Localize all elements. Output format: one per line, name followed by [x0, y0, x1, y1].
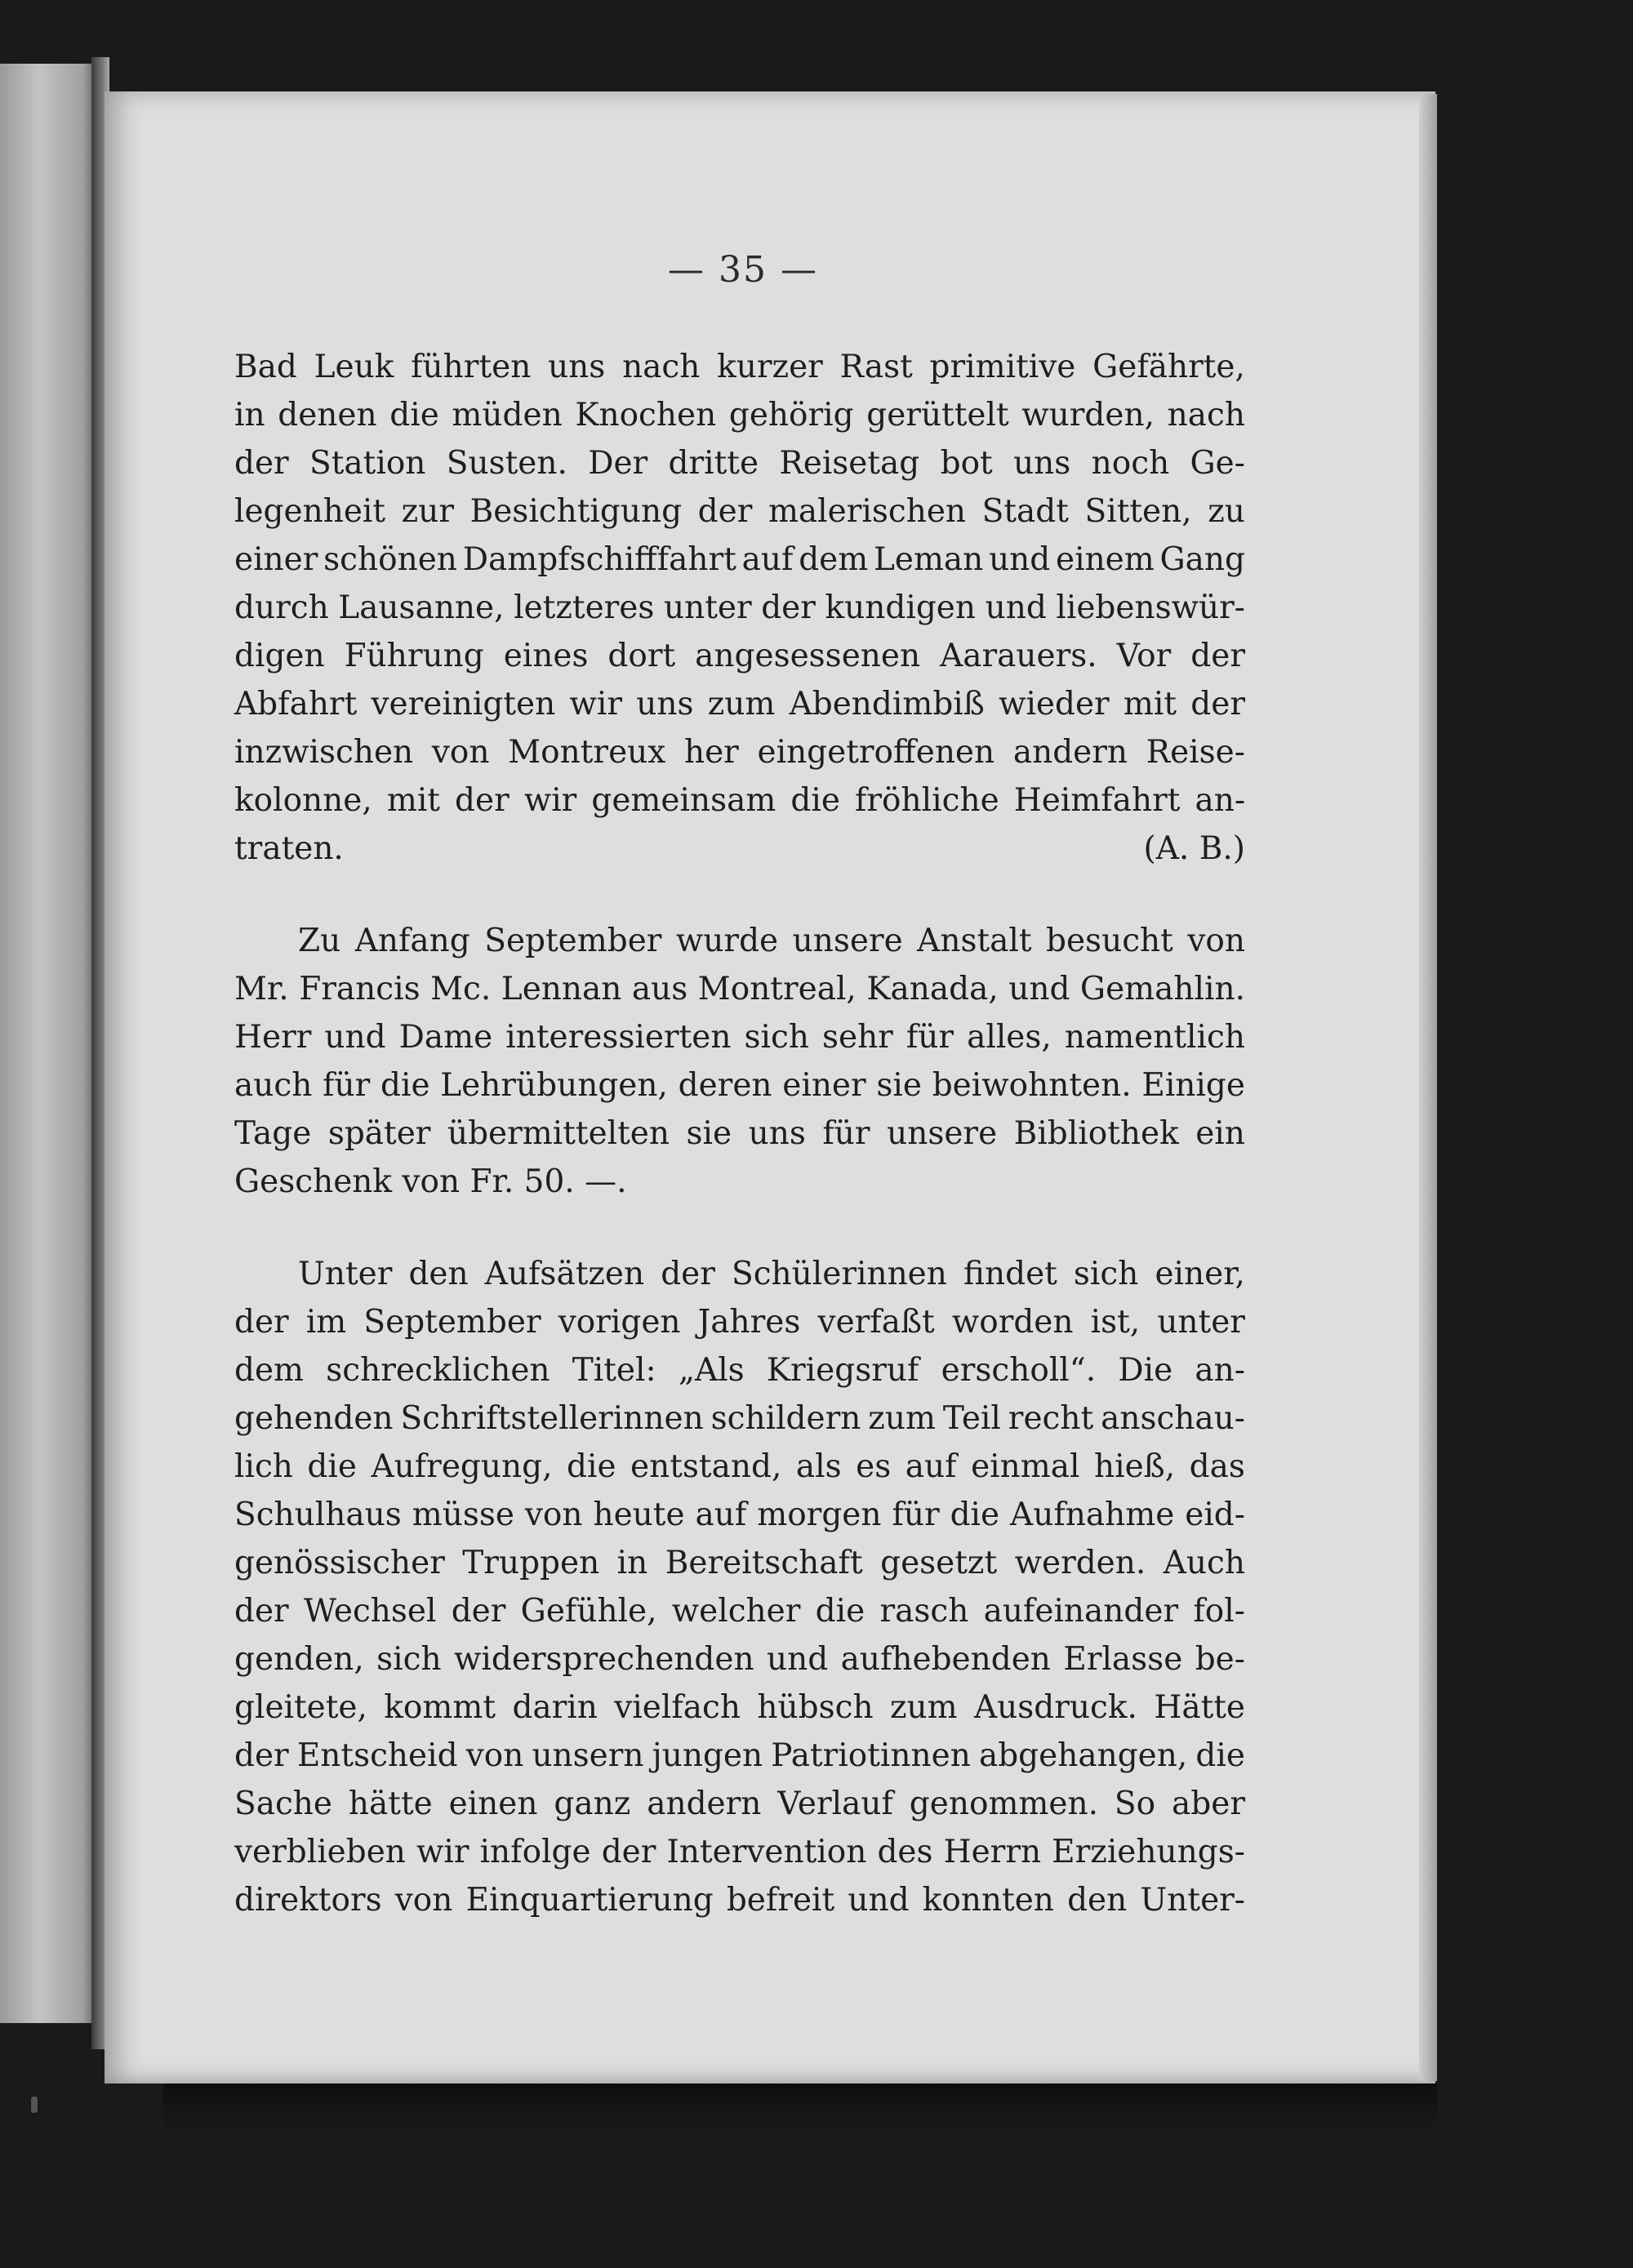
word: uns	[748, 1115, 806, 1152]
word: auf	[741, 541, 794, 578]
word: Heimfahrt	[1013, 782, 1181, 819]
word: zum	[707, 686, 776, 723]
word: auf	[905, 1448, 957, 1485]
body-text	[234, 343, 1245, 1924]
word: die	[950, 1496, 1000, 1533]
text-line	[234, 632, 1245, 680]
word: Lennan	[501, 971, 622, 1007]
word: einmal	[971, 1448, 1080, 1485]
word: an-	[1195, 1352, 1245, 1389]
text-line	[234, 776, 1245, 825]
text-line	[234, 1732, 1245, 1780]
word: die	[567, 1448, 616, 1485]
word: vielfach	[614, 1689, 741, 1726]
word: Abendimbiß	[789, 686, 985, 723]
last-line-text: traten.	[234, 830, 344, 867]
word: durch	[234, 589, 329, 626]
word: sie	[686, 1115, 732, 1152]
word: als	[795, 1448, 842, 1485]
word: Lehrübungen,	[440, 1067, 668, 1104]
word: Erziehungs-	[1052, 1834, 1245, 1870]
word: uns	[548, 349, 606, 385]
text-line	[234, 536, 1245, 584]
word: Anfang	[354, 923, 470, 959]
word: wir	[416, 1834, 469, 1870]
word: dritte	[668, 445, 759, 482]
word: für	[323, 1067, 371, 1104]
text-line	[234, 1110, 1245, 1158]
word: entstand,	[630, 1448, 782, 1485]
word: sie	[876, 1067, 922, 1104]
word: Besichtigung	[469, 493, 683, 530]
word: Leuk	[314, 349, 394, 385]
word: die	[790, 782, 840, 819]
word: Entscheid	[296, 1737, 458, 1774]
word: lich	[234, 1448, 293, 1485]
word: angesessenen	[695, 638, 921, 674]
word: uns	[636, 686, 694, 723]
page-edge-shadow	[1419, 94, 1437, 2081]
text-line	[234, 1394, 1245, 1443]
text-line	[234, 1298, 1245, 1346]
word: Tage	[234, 1115, 312, 1152]
word: Bad	[234, 349, 297, 385]
text-line	[234, 1828, 1245, 1876]
word: Dame	[398, 1019, 493, 1056]
page-number: — 35 —	[668, 249, 818, 291]
word: kolonne,	[234, 782, 372, 819]
word: kommt	[384, 1689, 496, 1726]
word: schrecklichen	[326, 1352, 550, 1389]
word: interessierten	[505, 1019, 732, 1056]
word: findet	[963, 1256, 1057, 1292]
word: Rast	[839, 349, 913, 385]
word: alles,	[967, 1019, 1052, 1056]
word: Sitten,	[1084, 493, 1192, 530]
word: Vor	[1116, 638, 1172, 674]
word: das	[1189, 1448, 1245, 1485]
word: schildern	[710, 1400, 861, 1437]
text-line	[234, 917, 1245, 965]
text-line	[234, 1250, 1245, 1298]
word: wurden,	[1021, 397, 1155, 434]
word: widersprechenden	[454, 1641, 754, 1678]
word: morgen	[757, 1496, 882, 1533]
word: Patriotinnen	[771, 1737, 971, 1774]
word: Bereitschaft	[665, 1545, 863, 1581]
word: des	[877, 1834, 933, 1870]
word: Station	[309, 445, 426, 482]
word: vereinigten	[371, 686, 556, 723]
word: „Als	[678, 1352, 745, 1389]
word: namentlich	[1064, 1019, 1245, 1056]
word: der	[455, 782, 509, 819]
word: Herrn	[943, 1834, 1042, 1870]
word: Die	[1118, 1352, 1173, 1389]
word: hieß,	[1093, 1448, 1176, 1485]
word: Montreux	[508, 734, 666, 771]
word: andern	[647, 1785, 762, 1822]
word: Leman	[873, 541, 984, 578]
word: Montreal,	[697, 971, 857, 1007]
word: Auch	[1163, 1545, 1245, 1581]
word: die	[389, 397, 439, 434]
word: ganz	[554, 1785, 631, 1822]
word: September	[484, 923, 662, 959]
text-line	[234, 439, 1245, 487]
word: eines	[503, 638, 589, 674]
word: Schriftstellerinnen	[400, 1400, 704, 1437]
word: der	[697, 493, 753, 530]
word: Teil	[942, 1400, 1001, 1437]
word: und	[766, 1641, 829, 1678]
word: genden,	[234, 1641, 364, 1678]
author-signature: (A. B.)	[1143, 830, 1245, 867]
word: der	[234, 445, 289, 482]
word: Mc.	[430, 971, 492, 1007]
text-line-last	[234, 1158, 1245, 1206]
word: sich	[1073, 1256, 1139, 1292]
word: sich	[376, 1641, 442, 1678]
word: und	[324, 1019, 386, 1056]
text-line-signed	[234, 825, 1245, 873]
word: Erlasse	[1063, 1641, 1183, 1678]
word: wurde	[675, 923, 779, 959]
word: werden.	[1014, 1545, 1146, 1581]
word: der	[601, 1834, 656, 1870]
word: be-	[1195, 1641, 1245, 1678]
word: ist,	[1090, 1304, 1141, 1341]
word: Einquartierung	[465, 1882, 714, 1919]
text-line	[234, 680, 1245, 728]
word: Der	[588, 445, 648, 482]
word: Gang	[1159, 541, 1245, 578]
word: an-	[1195, 782, 1245, 819]
word: unter	[663, 589, 752, 626]
word: zum	[889, 1689, 958, 1726]
text-line	[234, 1635, 1245, 1683]
word: den	[408, 1256, 469, 1292]
word: Abfahrt	[234, 686, 358, 723]
word: gesetzt	[880, 1545, 998, 1581]
word: Kanada,	[866, 971, 999, 1007]
word: im	[305, 1304, 347, 1341]
word: Jahres	[697, 1304, 801, 1341]
word: Intervention	[666, 1834, 867, 1870]
word: letzteres	[514, 589, 655, 626]
word: wieder	[999, 686, 1110, 723]
word: inzwischen	[234, 734, 414, 771]
word: schönen	[323, 541, 457, 578]
word: müsse	[412, 1496, 514, 1533]
word: sich	[744, 1019, 809, 1056]
paragraph-1	[234, 343, 1245, 873]
word: fol-	[1193, 1593, 1245, 1630]
word: nach	[622, 349, 701, 385]
word: andern	[1012, 734, 1128, 771]
word: unsere	[792, 923, 903, 959]
word: mit	[386, 782, 440, 819]
word: abgehangen,	[978, 1737, 1188, 1774]
word: Schulhaus	[234, 1496, 402, 1533]
word: der	[761, 589, 816, 626]
word: Reisetag	[779, 445, 920, 482]
word: gehörig	[728, 397, 854, 434]
word: wir	[523, 782, 577, 819]
word: unter	[1157, 1304, 1245, 1341]
word: Knochen	[575, 397, 717, 434]
word: für	[822, 1115, 870, 1152]
word: Susten.	[446, 445, 567, 482]
word: dem	[234, 1352, 305, 1389]
word: Unter	[298, 1256, 393, 1292]
word: und	[985, 589, 1047, 626]
word: die	[1195, 1737, 1245, 1774]
word: gleitete,	[234, 1689, 367, 1726]
word: die	[815, 1593, 865, 1630]
word: Mr.	[234, 971, 289, 1007]
word: Anstalt	[917, 923, 1032, 959]
word: einen	[448, 1785, 538, 1822]
word: Zu	[298, 923, 341, 959]
word: Verlauf	[777, 1785, 893, 1822]
word: wir	[569, 686, 622, 723]
word: später	[327, 1115, 431, 1152]
word: sehr	[821, 1019, 893, 1056]
word: zu	[1208, 493, 1245, 530]
word: zur	[401, 493, 454, 530]
word: Francis	[299, 971, 420, 1007]
word: Hätte	[1154, 1689, 1245, 1726]
scan-artifact	[31, 2097, 38, 2113]
word: digen	[234, 638, 325, 674]
word: die	[307, 1448, 357, 1485]
word: Truppen	[462, 1545, 600, 1581]
word: mit	[1123, 686, 1177, 723]
word: müden	[452, 397, 563, 434]
word: Wechsel	[303, 1593, 437, 1630]
word: September	[363, 1304, 541, 1341]
word: denen	[278, 397, 377, 434]
word: gemeinsam	[591, 782, 776, 819]
word: Aufsätzen	[484, 1256, 645, 1292]
word: Dampfschifffahrt	[462, 541, 736, 578]
word: kundigen	[825, 589, 976, 626]
word: Bibliothek	[1013, 1115, 1179, 1152]
word: Sache	[234, 1785, 333, 1822]
word: der	[234, 1593, 289, 1630]
word: Unter-	[1140, 1882, 1245, 1919]
word: einer	[234, 541, 318, 578]
word: Kriegsruf	[766, 1352, 919, 1389]
word: den	[1067, 1882, 1128, 1919]
word: und	[1008, 971, 1070, 1007]
word: Schülerinnen	[731, 1256, 947, 1292]
word: von	[465, 1737, 524, 1774]
text-line	[234, 1683, 1245, 1732]
word: einer,	[1155, 1256, 1245, 1292]
word: So	[1114, 1785, 1156, 1822]
page-bottom-shadow	[163, 2083, 1437, 2132]
word: zum	[868, 1400, 936, 1437]
word: und	[848, 1882, 910, 1919]
word: auf	[695, 1496, 747, 1533]
word: beiwohnten.	[932, 1067, 1132, 1104]
word: übermittelten	[447, 1115, 670, 1152]
word: direktors	[234, 1882, 382, 1919]
word: anschau-	[1101, 1400, 1245, 1437]
word: Herr	[234, 1019, 312, 1056]
word: nach	[1167, 397, 1245, 434]
word: gehenden	[234, 1400, 394, 1437]
word: besucht	[1046, 923, 1173, 959]
text-line	[234, 728, 1245, 776]
word: konnten	[922, 1882, 1054, 1919]
text-line	[234, 1876, 1245, 1924]
word: her	[683, 734, 739, 771]
word: noch	[1091, 445, 1170, 482]
paragraph-gap	[234, 1206, 1245, 1250]
word: für	[905, 1019, 954, 1056]
word: vorigen	[558, 1304, 681, 1341]
word: Ge-	[1190, 445, 1245, 482]
word: Einige	[1141, 1067, 1245, 1104]
word: erscholl“.	[941, 1352, 1097, 1389]
word: verblieben	[234, 1834, 406, 1870]
word: aufeinander	[983, 1593, 1179, 1630]
text-line	[234, 1587, 1245, 1635]
word: in	[616, 1545, 648, 1581]
word: dem	[799, 541, 869, 578]
word: uns	[1013, 445, 1071, 482]
word: Reise-	[1146, 734, 1245, 771]
last-line-text: Geschenk von Fr. 50. —.	[234, 1163, 627, 1200]
text-line	[234, 487, 1245, 536]
word: bot	[940, 445, 993, 482]
text-line	[234, 1061, 1245, 1110]
word: der	[234, 1304, 289, 1341]
word: Titel:	[572, 1352, 656, 1389]
word: aus	[631, 971, 688, 1007]
word: eid-	[1185, 1496, 1245, 1533]
word: Gefährte,	[1092, 349, 1245, 385]
word: Stadt	[981, 493, 1069, 530]
word: worden	[951, 1304, 1074, 1341]
word: Aufnahme	[1010, 1496, 1175, 1533]
word: ein	[1195, 1115, 1245, 1152]
text-line	[234, 584, 1245, 632]
word: es	[856, 1448, 892, 1485]
word: hätte	[348, 1785, 433, 1822]
word: malerischen	[768, 493, 967, 530]
word: hübsch	[757, 1689, 874, 1726]
word: die	[380, 1067, 430, 1104]
word: der	[1190, 686, 1245, 723]
word: auch	[234, 1067, 313, 1104]
word: fröhliche	[854, 782, 999, 819]
word: darin	[512, 1689, 598, 1726]
word: der	[1190, 638, 1245, 674]
paragraph-3	[234, 1250, 1245, 1924]
word: Ausdruck.	[974, 1689, 1137, 1726]
word: verfaßt	[817, 1304, 935, 1341]
word: infolge	[479, 1834, 591, 1870]
text-line	[234, 343, 1245, 391]
text-line	[234, 1780, 1245, 1828]
word: der	[234, 1737, 289, 1774]
paragraph-gap	[234, 873, 1245, 917]
word: einer	[782, 1067, 866, 1104]
text-line	[234, 1346, 1245, 1394]
word: Aarauers.	[940, 638, 1097, 674]
word: dort	[607, 638, 676, 674]
word: der	[661, 1256, 715, 1292]
text-line	[234, 1539, 1245, 1587]
word: Lausanne,	[338, 589, 505, 626]
word: Führung	[344, 638, 484, 674]
word: der	[451, 1593, 506, 1630]
word: welcher	[671, 1593, 801, 1630]
word: einem	[1056, 541, 1155, 578]
text-line	[234, 965, 1245, 1013]
word: befreit	[726, 1882, 835, 1919]
word: heute	[593, 1496, 685, 1533]
word: aufhebenden	[840, 1641, 1051, 1678]
word: und	[989, 541, 1051, 578]
word: genommen.	[909, 1785, 1098, 1822]
word: unsern	[532, 1737, 644, 1774]
word: von	[394, 1882, 453, 1919]
word: genössischer	[234, 1545, 445, 1581]
word: recht	[1008, 1400, 1094, 1437]
word: von	[1187, 923, 1245, 959]
word: rasch	[879, 1593, 969, 1630]
word: eingetroffenen	[757, 734, 995, 771]
word: in	[234, 397, 265, 434]
word: aber	[1172, 1785, 1245, 1822]
word: Gemahlin.	[1079, 971, 1245, 1007]
word: legenheit	[234, 493, 386, 530]
word: führten	[411, 349, 532, 385]
word: unsere	[887, 1115, 998, 1152]
word: Gefühle,	[520, 1593, 657, 1630]
facing-page-edge	[0, 64, 98, 2023]
word: jungen	[652, 1737, 763, 1774]
text-line	[234, 1491, 1245, 1539]
word: primitive	[929, 349, 1076, 385]
text-line	[234, 391, 1245, 439]
paragraph-2	[234, 917, 1245, 1206]
word: für	[892, 1496, 940, 1533]
word: von	[431, 734, 490, 771]
word: kurzer	[717, 349, 823, 385]
word: von	[524, 1496, 583, 1533]
text-line	[234, 1013, 1245, 1061]
word: Aufregung,	[371, 1448, 553, 1485]
text-line	[234, 1443, 1245, 1491]
word: deren	[678, 1067, 772, 1104]
word: gerüttelt	[866, 397, 1009, 434]
word: liebenswür-	[1056, 589, 1245, 626]
